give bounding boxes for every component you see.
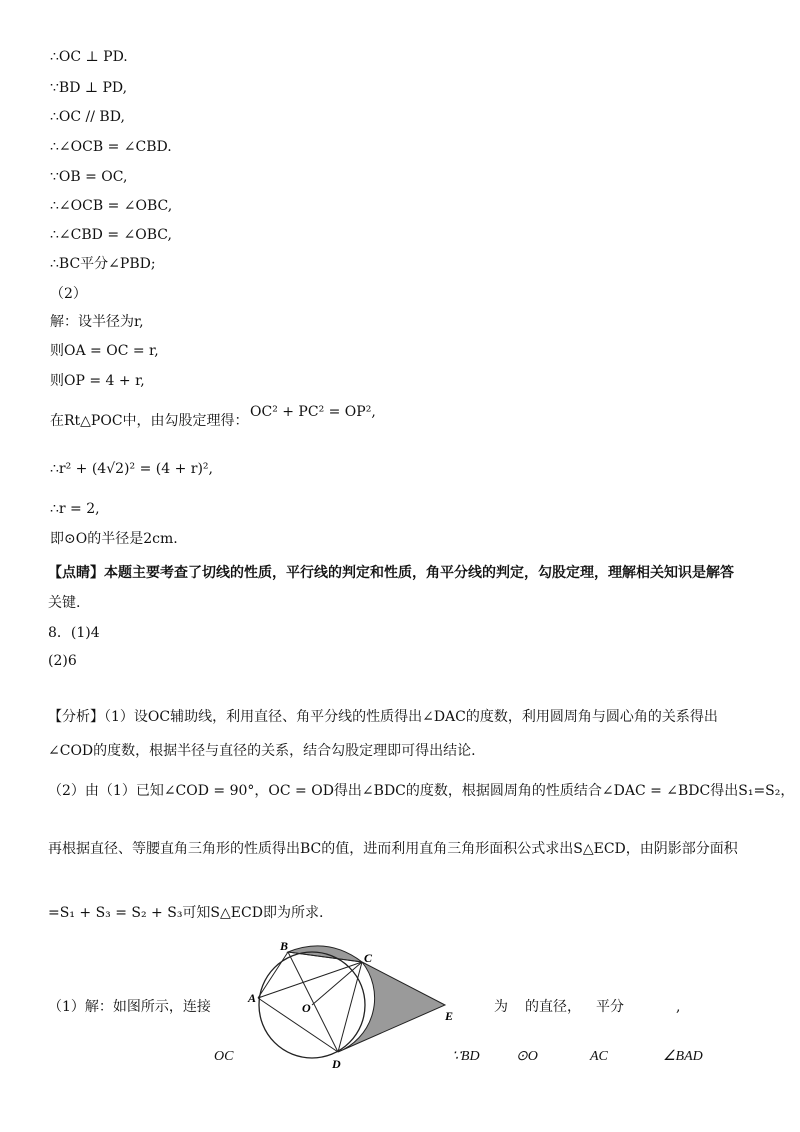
line-6: ∴∠OCB = ∠OBC,	[50, 198, 173, 214]
line-13-formula: OC² + PC² = OP²,	[250, 404, 376, 420]
line-19: 8．(1)4	[48, 625, 100, 641]
geometry-figure	[250, 940, 460, 1075]
line-17: 【点睛】本题主要考查了切线的性质，平行线的判定和性质，角平分线的判定，勾股定理，理解相关知识是解答	[48, 565, 734, 581]
line-21: 【分析】（1）设OC辅助线，利用直径、角平分线的性质得出∠DAC的度数，利用圆周角与圆心角的关系得出	[48, 709, 718, 725]
line-7: ∴∠CBD = ∠OBC,	[50, 227, 172, 243]
line-4: ∴∠OCB = ∠CBD.	[50, 139, 172, 155]
line-26-part3: 的直径，	[525, 999, 581, 1015]
line-11: 则OA = OC = r,	[50, 343, 159, 359]
line-25: =S₁ + S₃ = S₂ + S₃可知S△ECD即为所求.	[48, 905, 324, 921]
line-12: 则OP = 4 + r,	[50, 373, 145, 389]
line-18: 关键.	[48, 595, 81, 611]
line-16: 即⊙O的半径是2cm.	[50, 531, 178, 547]
line-10: 解：设半径为r,	[50, 314, 144, 330]
label-e: E	[445, 1009, 454, 1023]
line-22: ∠COD的度数，根据半径与直径的关系，结合勾股定理即可得出结论.	[48, 743, 476, 759]
label-b: B	[280, 939, 289, 953]
line-27-bd: ∵BD	[452, 1049, 480, 1064]
line-20: (2)6	[48, 653, 77, 669]
line-26-part5: ,	[676, 999, 681, 1015]
line-9: （2）	[50, 286, 87, 302]
line-13: 在Rt△POC中，由勾股定理得：	[50, 413, 249, 429]
line-27-angle: ∠BAD	[663, 1049, 703, 1064]
line-3: ∴OC // BD,	[50, 109, 125, 125]
line-24: 再根据直径、等腰直角三角形的性质得出BC的值，进而利用直角三角形面积公式求出S△ECD，由阴影部分面积	[48, 841, 738, 857]
line-26-part2: 为	[494, 999, 508, 1015]
label-d: D	[332, 1057, 341, 1071]
line-14: ∴r² + (4√2)² = (4 + r)²,	[50, 461, 213, 477]
line-1: ∴OC ⊥ PD.	[50, 49, 128, 65]
line-5: ∵OB = OC,	[50, 169, 128, 185]
line-26-part4: 平分	[596, 999, 624, 1015]
line-26: （1）解：如图所示，连接	[48, 999, 211, 1015]
label-c: C	[364, 951, 373, 965]
line-27-ac: AC	[590, 1049, 608, 1064]
line-8: ∴BC平分∠PBD;	[50, 256, 156, 272]
label-o: O	[302, 1001, 311, 1015]
line-27-circle: ⊙O	[516, 1049, 538, 1064]
line-15: ∴r = 2,	[50, 501, 100, 517]
line-27-oc: OC	[214, 1049, 234, 1064]
line-23: （2）由（1）已知∠COD = 90°，OC = OD得出∠BDC的度数，根据圆周角的性质结合∠DAC = ∠BDC得出S₁=S₂，	[48, 783, 795, 799]
shaded-triangle	[338, 962, 445, 1052]
line-2: ∵BD ⊥ PD,	[50, 80, 128, 96]
label-a: A	[248, 991, 257, 1005]
